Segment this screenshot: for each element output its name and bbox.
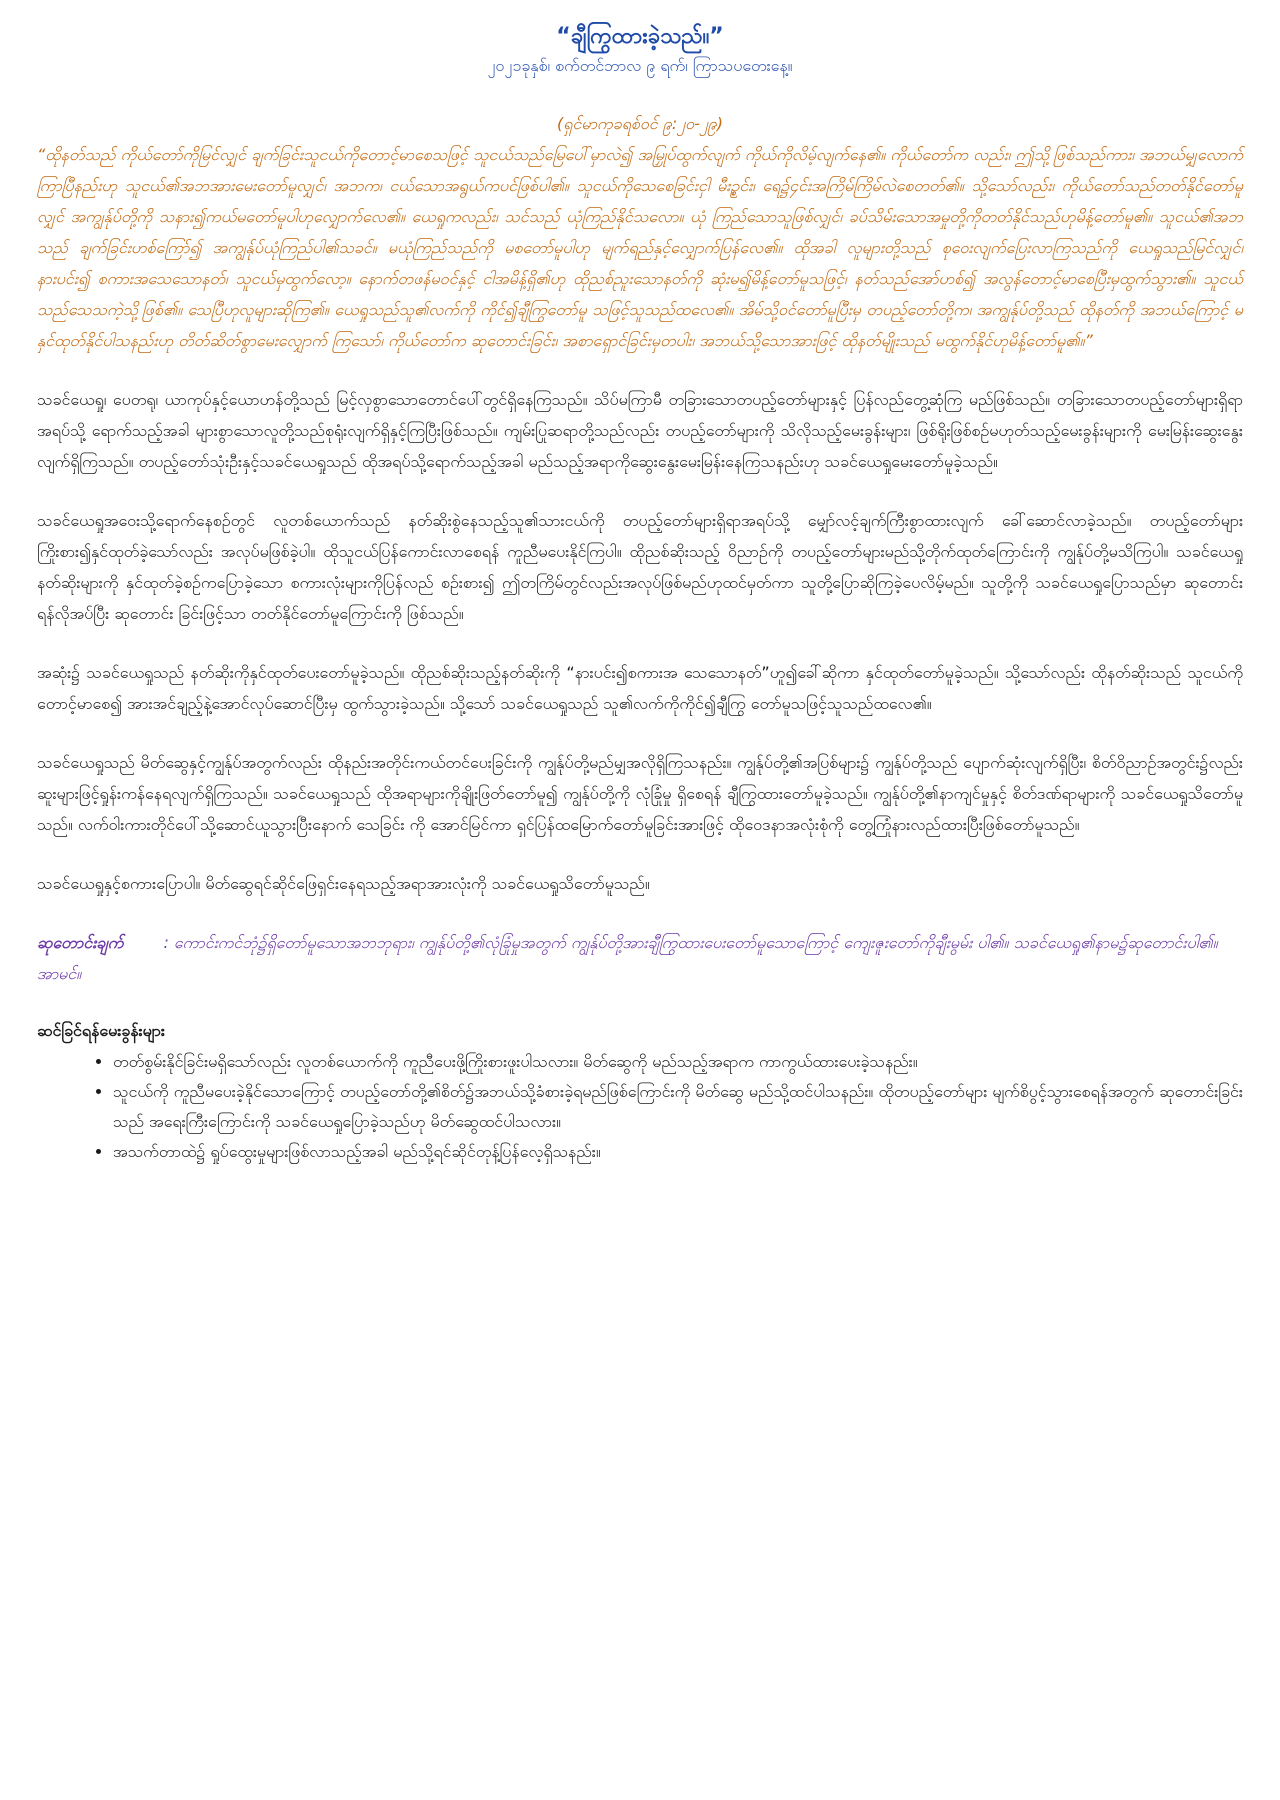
body-paragraph-5: သခင်ယေရှုနှင့်စကားပြောပါ။ မိတ်ဆွေရင်ဆိုင်ဖြေရှင်းနေရသည့်အရာအားလုံးကို သခင်ယေရှုသိတော်မူသည်။ — [37, 874, 650, 893]
body-paragraph-1: သခင်ယေရှု၊ ပေတရု၊ ယာကုပ်နှင့်ယောဟန်တို့သည် မြင့်လှစွာသောတောင်ပေါ်တွင်ရှိနေကြသည်။ သိပ်မကြာမီ တခြားသောတပည့်တော်များနှင့် ပြန်လည်တွေ့ဆုံကြ မည်ဖြစ်သည်။ တခြားသောတပည့်တော်များရှိရာအရပ်သို့ ရောက်သည့်အခါ များစွာသောလူတို့သည်စုရုံးလျက်ရှိနှင့်ကြပြီးဖြစ်သည်။ ကျမ်းပြုဆရာတို့သည်လည်း တပည့်တော်များကို သိလိုသည့်မေးခွန်းများ၊ ဖြစ်ရိုးဖြစ်စဉ်မဟုတ်သည့်မေးခွန်းများကို မေးမြန်းဆွေးနွေးလျက်ရှိကြသည်။ တပည့်တော်သုံးဦးနှင့်သခင်ယေရှုသည် ထိုအရပ်သို့ရောက်သည့်အခါ မည်သည့်အရာကိုဆွေးနွေးမေးမြန်းနေကြသနည်းဟု သခင်ယေရှုမေးတော်မူခဲ့သည်။ — [37, 390, 1243, 471]
scripture-reference: (ရှင်မာကုခရစ်ဝင် ၉:၂၀-၂၉) — [557, 114, 723, 133]
scripture-text: “ထိုနတ်သည် ကိုယ်တော်ကိုမြင်လျှင် ချက်ခြင်းသူငယ်ကိုတောင့်မာစေသဖြင့် သူငယ်သည်မြေပေါ်မှာလဲ၍ အမြှုပ်ထွက်လျက် ကိုယ်ကိုလိမ့်လျက်နေ၏။ ကိုယ်တော်က လည်း၊ ဤသို့ဖြစ်သည်ကား၊ အဘယ်မျှလောက်ကြာပြီနည်းဟု သူငယ်၏အဘအားမေးတော်မူလျှင်၊ အဘက၊ ငယ်သောအရွယ်ကပင်ဖြစ်ပါ၏။ သူငယ်ကိုသေစေခြင်းငှါ မီးဥ္စင်း၊ ရေ၌၄င်းအကြိမ်ကြိမ်လဲစေတတ်၏။ သို့သော်လည်း၊ ကိုယ်တော်သည်တတ်နိုင်တော်မူလျှင် အကျွန်ုပ်တို့ကို သနား၍ကယ်မတော်မူပါဟုလျှောက်လေ၏။ ယေရှုကလည်း၊ သင်သည် ယုံကြည်နိုင်သလော။ ယုံ ကြည်သောသူဖြစ်လျှင်၊ ခပ်သိမ်းသောအမှုတို့ကိုတတ်နိုင်သည်ဟုမိန့်တော်မူ၏။ သူငယ်၏အဘသည် ချက်ခြင်းဟစ်ကြော်၍ အကျွန်ုပ်ယုံကြည်ပါ၏သခင်။ မယုံကြည်သည်ကို မစတော်မူပါဟု မျက်ရည်နှင့်လျှောက်ပြန်လေ၏။ ထိုအခါ လူများတို့သည် စုဝေးလျက်ပြေးလာကြသည်ကို ယေရှုသည်မြင်လျှင်၊ နားပင်း၍ စကားအသေ‌သောနတ်၊ သူငယ်မှထွက်လော့။ နောက်တဖန်မဝင်နှင့် ငါအမိန့်ရှိ၏ဟု ထိုညစ်ညူးသောနတ်ကို ဆုံးမ၍မိန့်တော်မူသဖြင့်၊ နတ်သည်အော်ဟစ်၍ အလွန်တောင့်မာစေပြီးမှထွက်သွား၏။ သူငယ်သည်သေသကဲ့သို့ဖြစ်၏။ သေပြီဟုလူများဆိုကြ၏။ ယေရှုသည်သူ၏လက်ကို ကိုင်၍ချီကြွတော်မူ သဖြင့်သူသည်ထလေ၏။ အိမ်သို့ဝင်တော်မူပြီးမှ တပည့်တော်တို့က၊ အကျွန်ုပ်တို့သည် ထိုနတ်ကို အဘယ်ကြောင့် မနှင်ထုတ်နိုင်ပါသနည်းဟု တိတ်ဆိတ်စွာမေးလျှောက် ကြသော်၊ ကိုယ်တော်က ဆုတောင်းခြင်း၊ အစာရှောင်ခြင်းမှတပါး၊ အဘယ်သို့သောအားဖြင့် ထိုနတ်မျိုးသည် မထွက်နိုင်ဟုမိန့်တော်မူ၏။” — [37, 145, 1244, 350]
date-location: ၂၀၂၁ခုနှစ်၊ စက်တင်ဘာလ ၉ ရက်၊ ကြာသပတေးနေ့။ — [487, 56, 793, 75]
page-title: “ချီကြွထားခဲ့သည်။” — [556, 24, 724, 49]
list-item: • တတ်စွမ်းနိုင်ခြင်းမရှိသော်လည်း လူတစ်ယောက်ကို ကူညီပေးဖို့ကြိုးစားဖူးပါသလား။ မိတ်ဆွေကို မည်သည့်အရာက ကာကွယ်ထားပေးခဲ့သနည်း။ — [113, 1047, 1243, 1077]
body-paragraph-4: သခင်ယေရှုသည် မိတ်ဆွေနှင့်ကျွန်ုပ်အတွက်လည်း ထိုနည်းအတိုင်းကယ်တင်ပေးခြင်းကို ကျွန်ုပ်တို့မည်မျှအလိုရှိကြသနည်း။ ကျွန်ုပ်တို့၏အပြစ်များ၌ ကျွန်ုပ်တို့သည် ပျောက်ဆုံးလျက်ရှိပြီး၊ စိတ်ဝိညာဉ်အတွင်း၌လည်း ဆူးများဖြင့်ရှုန်းကန်နေရလျက်ရှိကြသည်။ သခင်ယေရှုသည် ထိုအရာများကိုချိုးဖြတ်တော်မူ၍ ကျွန်ုပ်တို့ကို လုံခြုံမှု ရှိစေရန် ချီကြွထားတော်မူခဲ့သည်။ ကျွန်ုပ်တို့၏နာကျင်မှုနှင့် စိတ်ဒဏ်ရာများကို သခင်ယေရှုသိတော်မူသည်။ လက်ဝါးကားတိုင်ပေါ်သို့ဆောင်ယူသွားပြီးနောက် သေခြင်း ကို အောင်မြင်ကာ ရှင်ပြန်ထမြောက်တော်မူခြင်းအားဖြင့် ထိုဝေဒနာအလုံးစုံကို တွေ့ကြုံနားလည်ထားပြီးဖြစ်တော်မူသည်။ — [37, 753, 1243, 834]
prayer-block — [37, 927, 1243, 989]
list-item: • သူငယ်ကို ကူညီမပေးခဲ့နိုင်သောကြောင့် တပည့်တော်တို့၏စိတ်၌အဘယ်သို့ခံစားခဲ့ရမည်ဖြစ်ကြောင်းကို မိတ်ဆွေ မည်သို့ထင်ပါသနည်း။ ထိုတပည့်တော်များ မျက်စိပွင့်သွားစေရန်အတွက် ဆုတောင်းခြင်းသည် အရေးကြီးကြောင်းကို သခင်ယေရှုပြောခဲ့သည်ဟု မိတ်ဆွေထင်ပါသလား။ — [113, 1077, 1243, 1137]
list-item: • အသက်တာထဲ၌ ရှုပ်ထွေးမှုများဖြစ်လာသည့်အခါ မည်သို့ရင်ဆိုင်တုန့်ပြန်လေ့ရှိသနည်း။ — [113, 1137, 1243, 1167]
questions-list — [37, 1047, 1243, 1167]
questions-heading: ဆင်ခြင်ရန်မေးခွန်းများ — [37, 1021, 165, 1040]
prayer-text: : ကောင်းကင်ဘုံ၌ရှိတော်မူသောအဘဘုရား၊ ကျွန်ုပ်တို့၏လုံခြုံမှုအတွက် ကျွန်ုပ်တို့အားချီကြွထားပေးတော်မူသောကြောင့် ကျေးဇူးတော်ကိုချီးမွမ်း ပါ၏။ သခင်ယေရှု၏နာမ၌ဆုတောင်းပါ၏။ အာမင်။ — [37, 933, 1218, 983]
scripture-block — [37, 108, 1243, 356]
prayer-label: ဆုတောင်းချက် — [37, 933, 124, 952]
body-paragraph-2: သခင်ယေရှုအဝေးသို့ရောက်နေစဉ်တွင် လူတစ်ယောက်သည် နတ်ဆိုးစွဲနေသည့်သူ၏သားငယ်ကို တပည့်တော်များရှိရာအရပ်သို့ မျှော်လင့်ချက်ကြီးစွာထားလျက် ခေါ်ဆောင်လာခဲ့သည်။ တပည့်တော်များကြိုးစား၍နှင်ထုတ်ခဲ့သော်လည်း အလုပ်မဖြစ်ခဲ့ပါ။ ထိုသူငယ်ပြန်ကောင်းလာစေရန် ကူညီမပေးနိုင်ကြပါ။ ထိုညစ်ဆိုးသည့် ဝိညာဉ်ကို တပည့်တော်များမည်သို့တိုက်ထုတ်ကြောင်းကို ကျွန်ုပ်တို့မသိကြပါ။ သခင်ယေရှုနတ်ဆိုးများကို နှင်ထုတ်ခဲ့စဉ်ကပြောခဲ့သော စကားလုံးများကိုပြန်လည် စဉ်းစား၍ ဤတကြိမ်တွင်လည်းအလုပ်ဖြစ်မည်ဟုထင်မှတ်ကာ သူတို့ပြောဆိုကြခဲ့ပေလိမ့်မည်။ သူတို့ကို သခင်ယေရှုပြောသည်မှာ ဆုတောင်းရန်လိုအပ်ပြီး ဆုတောင်း ခြင်းဖြင့်သာ တတ်နိုင်တော်မူကြောင်းကို ဖြစ်သည်။ — [37, 511, 1243, 623]
body-paragraph-3: အဆုံး၌ သခင်ယေရှုသည် နတ်ဆိုးကိုနှင်ထုတ်ပေးတော်မူခဲ့သည်။ ထိုညစ်ဆိုးသည့်နတ်ဆိုးကို “နားပင်း၍စကားအ သေ‌သောနတ်”ဟူ၍ခေါ်ဆိုကာ နှင်ထုတ်တော်မူခဲ့သည်။ သို့သော်လည်း ထိုနတ်ဆိုးသည် သူငယ်ကိုတောင့်မာစေ၍ အားအင်ချည့်နဲ့အောင်လုပ်ဆောင်ပြီးမှ ထွက်သွားခဲ့သည်။ သို့သော် သခင်ယေရှုသည် သူ၏လက်ကိုကိုင်၍ချီကြွ တော်မူသဖြင့်သူသည်ထလေ၏။ — [37, 663, 1243, 713]
